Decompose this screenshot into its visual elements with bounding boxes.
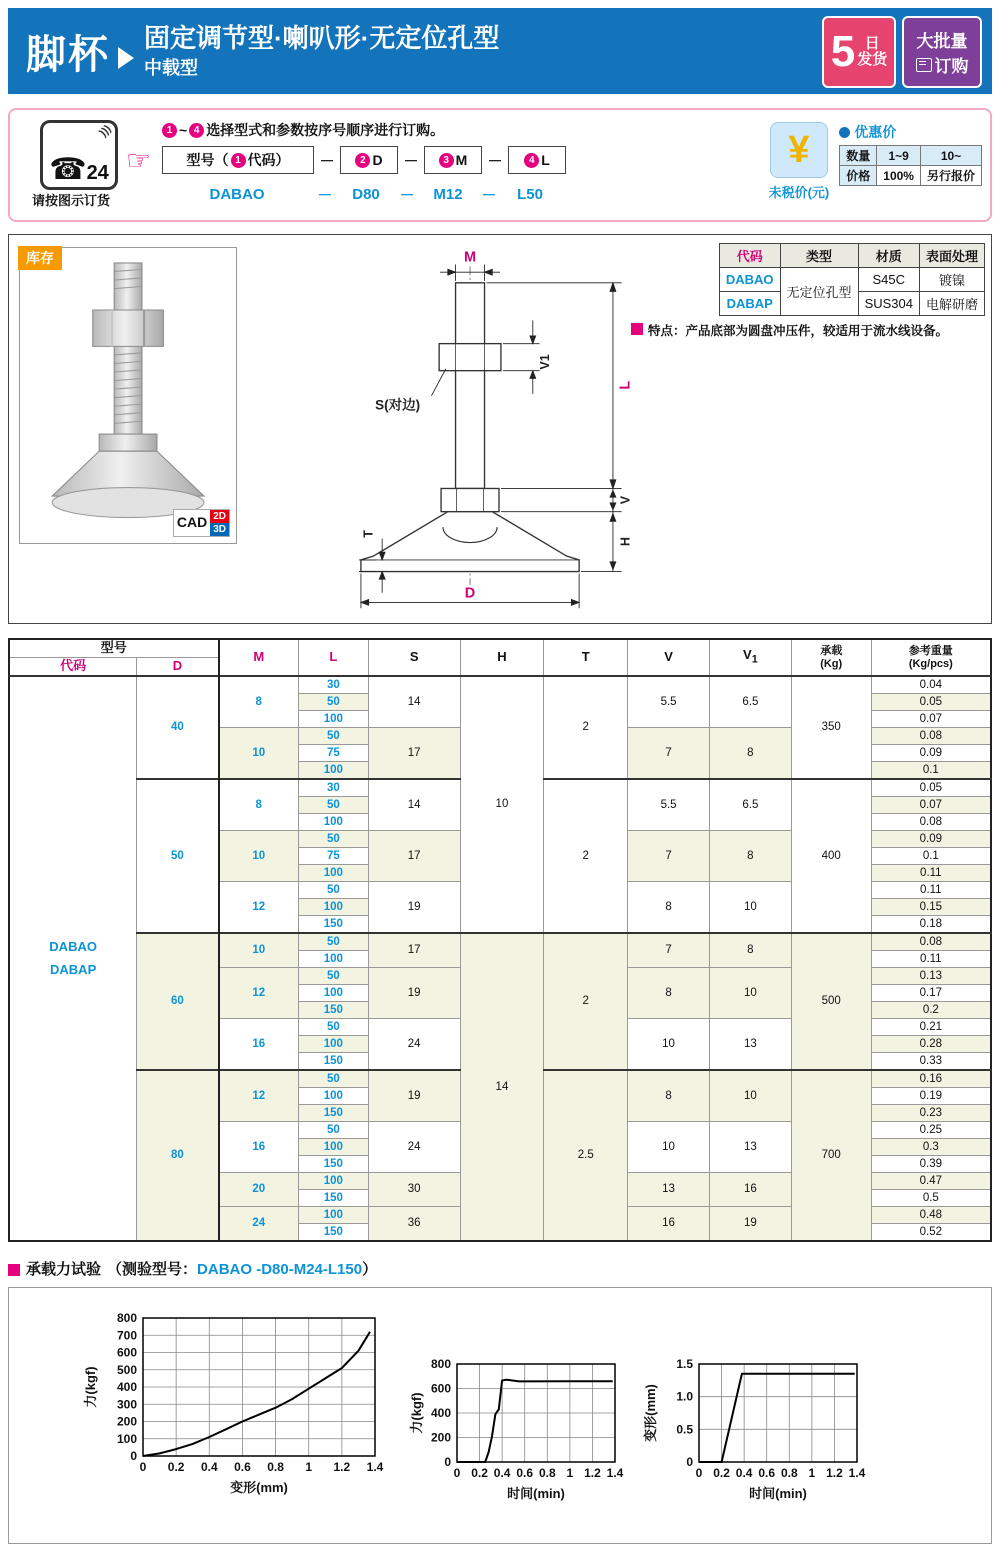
svg-text:700: 700 xyxy=(116,1328,137,1343)
l-value: 50 xyxy=(298,831,368,848)
s-value: 36 xyxy=(368,1207,460,1242)
yen-icon: ¥ xyxy=(770,122,828,178)
s-value: 24 xyxy=(368,1122,460,1173)
signal-icon: ))) xyxy=(97,122,114,140)
spec-code-dabap: DABAP xyxy=(719,292,780,316)
ship-days-label: 发货 xyxy=(857,51,888,68)
s-value: 17 xyxy=(368,728,460,780)
t-value: 2 xyxy=(544,779,628,933)
main-data-table xyxy=(8,638,992,1242)
v-value: 7 xyxy=(628,831,710,882)
feature-note-text: 特点：产品底部为圆盘冲压件，较适用于流水线设备。 xyxy=(648,324,949,338)
header-m: M xyxy=(219,639,299,676)
dash-separator: － xyxy=(403,152,419,170)
load-test-chart xyxy=(641,1350,879,1508)
phone-24-label: 24 xyxy=(86,162,109,184)
svg-text:变形(mm): 变形(mm) xyxy=(230,1480,288,1495)
l-value: 100 xyxy=(298,865,368,882)
svg-text:600: 600 xyxy=(116,1345,137,1360)
m-value: 24 xyxy=(219,1207,299,1242)
svg-text:0.5: 0.5 xyxy=(676,1422,693,1437)
price-table-row xyxy=(840,146,982,166)
technical-drawing xyxy=(339,249,659,614)
price-table-cell: 另行报价 xyxy=(920,166,981,186)
svg-text:0: 0 xyxy=(695,1466,703,1480)
format-box: 型号（ 1 代码） xyxy=(162,146,314,174)
m-value: 10 xyxy=(219,831,299,882)
dim-label-m: M xyxy=(464,249,477,266)
load-test-title-row xyxy=(8,1258,992,1279)
svg-text:0.4: 0.4 xyxy=(200,1460,218,1474)
svg-text:0.8: 0.8 xyxy=(780,1466,798,1480)
svg-text:400: 400 xyxy=(430,1406,451,1420)
format-box: 2 D xyxy=(340,146,398,174)
bulk-order-line2: 订购 xyxy=(934,57,969,76)
table-row xyxy=(9,933,991,951)
telephone-icon: ☎ xyxy=(49,153,87,186)
header-l: L xyxy=(298,639,368,676)
l-value: 150 xyxy=(298,1224,368,1242)
svg-text:1: 1 xyxy=(808,1466,816,1480)
v-value: 5.5 xyxy=(628,779,710,831)
l-value: 100 xyxy=(298,1139,368,1156)
ship-days-badge xyxy=(822,16,896,88)
load-test-title: 承载力试验 xyxy=(26,1261,102,1278)
v-value: 5.5 xyxy=(628,676,710,728)
header-s: S xyxy=(368,639,460,676)
v1-value: 6.5 xyxy=(709,676,791,728)
weight-value: 0.05 xyxy=(871,694,991,711)
weight-value: 0.2 xyxy=(871,1002,991,1019)
l-value: 50 xyxy=(298,1019,368,1036)
header-t: T xyxy=(544,639,628,676)
l-value: 50 xyxy=(298,933,368,951)
dim-label-v: V xyxy=(618,495,633,505)
product-photo-frame xyxy=(19,247,237,544)
svg-text:0.2: 0.2 xyxy=(471,1466,488,1480)
format-box: 3 M xyxy=(424,146,482,174)
v1-value: 8 xyxy=(709,728,791,780)
m-value: 16 xyxy=(219,1019,299,1071)
price-table-cell: 数量 xyxy=(840,146,877,166)
svg-text:0.8: 0.8 xyxy=(267,1460,284,1474)
spec-material-s45c: S45C xyxy=(858,268,919,292)
h-value: 10 xyxy=(460,676,544,933)
bullet-square-icon xyxy=(631,323,643,335)
dim-label-h: H xyxy=(618,537,633,547)
svg-text:1.2: 1.2 xyxy=(584,1466,601,1480)
m-value: 10 xyxy=(219,728,299,780)
product-photo xyxy=(20,248,234,541)
weight-value: 0.23 xyxy=(871,1105,991,1122)
spec-material-sus304: SUS304 xyxy=(858,292,919,316)
load-value: 350 xyxy=(791,676,871,779)
s-value: 14 xyxy=(368,676,460,728)
svg-text:0.4: 0.4 xyxy=(493,1466,511,1480)
ordering-instruction: 1 ~ 4 选择型式和参数按序号顺序进行订购。 xyxy=(162,120,444,140)
d-value: 40 xyxy=(137,676,219,779)
v-value: 7 xyxy=(628,933,710,968)
example-part-number-segment: D80 xyxy=(352,186,380,203)
dim-label-s: S(对边) xyxy=(375,397,421,413)
order-by-diagram-label: 请按图示订货 xyxy=(32,193,111,208)
svg-text:0: 0 xyxy=(444,1455,451,1469)
weight-value: 0.18 xyxy=(871,916,991,934)
load-test-chart xyxy=(407,1350,633,1508)
weight-value: 0.33 xyxy=(871,1053,991,1071)
weight-value: 0.48 xyxy=(871,1207,991,1224)
v1-value: 10 xyxy=(709,882,791,934)
spec-row xyxy=(719,268,984,292)
svg-text:时间(min): 时间(min) xyxy=(749,1486,807,1501)
s-value: 24 xyxy=(368,1019,460,1071)
weight-value: 0.11 xyxy=(871,882,991,899)
spec-header-type: 类型 xyxy=(780,244,858,268)
part-number-example-row xyxy=(162,184,558,205)
m-value: 8 xyxy=(219,779,299,831)
dash-separator: － xyxy=(487,152,503,170)
page-subtitle: 中载型 xyxy=(144,58,198,79)
spec-header-code: 代码 xyxy=(719,244,780,268)
svg-text:0: 0 xyxy=(139,1460,147,1474)
weight-value: 0.11 xyxy=(871,865,991,882)
weight-value: 0.28 xyxy=(871,1036,991,1053)
weight-value: 0.52 xyxy=(871,1224,991,1242)
t-value: 2 xyxy=(544,676,628,779)
circled-number: 1 xyxy=(162,123,177,138)
spec-code-dabao: DABAO xyxy=(719,268,780,292)
svg-text:0.8: 0.8 xyxy=(538,1466,556,1480)
header-code: 代码 xyxy=(9,658,137,677)
svg-text:1.2: 1.2 xyxy=(333,1460,351,1474)
load-test-model: DABAO -D80-M24-L150 xyxy=(197,1261,363,1278)
v-value: 10 xyxy=(628,1019,710,1071)
l-value: 100 xyxy=(298,711,368,728)
spec-type-value: 无定位孔型 xyxy=(780,268,858,316)
weight-value: 0.08 xyxy=(871,814,991,831)
circled-number: 2 xyxy=(355,153,370,168)
discount-price-title xyxy=(839,122,982,142)
ship-days-number: 5 xyxy=(830,27,856,77)
header-model: 型号 xyxy=(9,639,219,658)
l-value: 150 xyxy=(298,1105,368,1122)
svg-text:1: 1 xyxy=(305,1460,313,1474)
stock-badge: 库存 xyxy=(18,246,62,270)
bulk-order-badge xyxy=(902,16,982,88)
l-value: 150 xyxy=(298,1190,368,1207)
code-cell: DABAO DABAP xyxy=(9,676,137,1241)
example-part-number-segment: DABAO xyxy=(209,186,265,203)
l-value: 150 xyxy=(298,1002,368,1019)
l-value: 100 xyxy=(298,1173,368,1190)
phone-24-icon xyxy=(40,120,118,190)
weight-value: 0.39 xyxy=(871,1156,991,1173)
order-list-icon xyxy=(916,58,932,72)
header-d: D xyxy=(137,658,219,677)
cad-badge[interactable] xyxy=(173,509,230,537)
quantity-price-table xyxy=(839,145,982,186)
svg-text:力(kgf): 力(kgf) xyxy=(409,1392,424,1434)
l-value: 50 xyxy=(298,797,368,814)
arrow-right-icon xyxy=(118,47,134,69)
header-v: V xyxy=(628,639,710,676)
l-value: 100 xyxy=(298,951,368,968)
v-value: 8 xyxy=(628,1070,710,1122)
page-title: 固定调节型·喇叭形·无定位孔型 xyxy=(144,22,500,53)
d-value: 80 xyxy=(137,1070,219,1241)
weight-value: 0.19 xyxy=(871,1088,991,1105)
t-value: 2 xyxy=(544,933,628,1070)
circled-number: 3 xyxy=(439,153,454,168)
m-value: 10 xyxy=(219,933,299,968)
header-v1: $V_1$ xyxy=(709,639,791,676)
weight-value: 0.3 xyxy=(871,1139,991,1156)
product-category-title: 脚杯 xyxy=(26,32,110,77)
l-value: 100 xyxy=(298,814,368,831)
l-value: 100 xyxy=(298,1088,368,1105)
l-value: 50 xyxy=(298,1070,368,1088)
t-value: 2.5 xyxy=(544,1070,628,1241)
spec-surface-nickel: 镀镍 xyxy=(919,268,984,292)
l-value: 30 xyxy=(298,676,368,694)
v1-value: 6.5 xyxy=(709,779,791,831)
weight-value: 0.21 xyxy=(871,1019,991,1036)
v1-value: 8 xyxy=(709,933,791,968)
dim-label-l: L xyxy=(617,380,634,390)
l-value: 30 xyxy=(298,779,368,797)
circled-number: 1 xyxy=(231,153,246,168)
weight-value: 0.16 xyxy=(871,1070,991,1088)
weight-value: 0.1 xyxy=(871,762,991,780)
svg-text:800: 800 xyxy=(430,1357,451,1371)
bulk-order-line1: 大批量 xyxy=(916,32,968,51)
s-value: 14 xyxy=(368,779,460,831)
v-value: 8 xyxy=(628,882,710,934)
m-value: 12 xyxy=(219,1070,299,1122)
weight-value: 0.47 xyxy=(871,1173,991,1190)
product-section xyxy=(8,234,992,624)
example-part-number-segment: L50 xyxy=(517,186,543,203)
v1-value: 16 xyxy=(709,1173,791,1207)
dash-separator: － xyxy=(399,187,415,204)
svg-text:0: 0 xyxy=(686,1455,693,1469)
d-value: 50 xyxy=(137,779,219,933)
svg-text:1.4: 1.4 xyxy=(606,1466,624,1480)
weight-value: 0.11 xyxy=(871,951,991,968)
v1-value: 19 xyxy=(709,1207,791,1242)
header-h: H xyxy=(460,639,544,676)
ordering-section xyxy=(8,108,992,222)
spec-header-surface: 表面处理 xyxy=(919,244,984,268)
svg-text:0.2: 0.2 xyxy=(713,1466,730,1480)
header-badges xyxy=(822,16,982,88)
svg-text:1.4: 1.4 xyxy=(366,1460,384,1474)
l-value: 100 xyxy=(298,762,368,780)
svg-text:200: 200 xyxy=(430,1430,451,1445)
svg-text:0.6: 0.6 xyxy=(516,1466,534,1480)
header-load: 承载 (Kg) xyxy=(791,639,871,676)
svg-text:400: 400 xyxy=(116,1380,137,1394)
weight-value: 0.25 xyxy=(871,1122,991,1139)
table-row xyxy=(9,676,991,694)
m-value: 16 xyxy=(219,1122,299,1173)
svg-text:1.2: 1.2 xyxy=(826,1466,843,1480)
weight-value: 0.05 xyxy=(871,779,991,797)
svg-text:1.4: 1.4 xyxy=(848,1466,866,1480)
dot-icon xyxy=(839,127,850,138)
circled-number: 4 xyxy=(189,123,204,138)
l-value: 100 xyxy=(298,899,368,916)
weight-value: 0.09 xyxy=(871,745,991,762)
l-value: 100 xyxy=(298,1207,368,1224)
svg-text:0: 0 xyxy=(453,1466,461,1480)
weight-value: 0.09 xyxy=(871,831,991,848)
d-value: 60 xyxy=(137,933,219,1070)
load-test-charts-panel xyxy=(8,1287,992,1544)
s-value: 17 xyxy=(368,831,460,882)
header-titles xyxy=(144,24,499,81)
svg-text:800: 800 xyxy=(116,1311,137,1325)
svg-text:时间(min): 时间(min) xyxy=(507,1486,565,1501)
load-value: 500 xyxy=(791,933,871,1070)
svg-text:1.5: 1.5 xyxy=(676,1357,693,1371)
v-value: 16 xyxy=(628,1207,710,1242)
v1-value: 10 xyxy=(709,968,791,1019)
weight-value: 0.08 xyxy=(871,933,991,951)
weight-value: 0.1 xyxy=(871,848,991,865)
v-value: 13 xyxy=(628,1173,710,1207)
price-table-cell: 10~ xyxy=(920,146,981,166)
svg-text:0: 0 xyxy=(130,1449,137,1463)
l-value: 100 xyxy=(298,1036,368,1053)
price-table-cell: 价格 xyxy=(840,166,877,186)
dash-separator: － xyxy=(481,187,497,204)
dash-separator: － xyxy=(317,187,333,204)
l-value: 75 xyxy=(298,745,368,762)
svg-text:1.0: 1.0 xyxy=(676,1389,693,1404)
svg-text:0.4: 0.4 xyxy=(735,1466,753,1480)
weight-value: 0.17 xyxy=(871,985,991,1002)
m-value: 20 xyxy=(219,1173,299,1207)
m-value: 12 xyxy=(219,968,299,1019)
v1-value: 10 xyxy=(709,1070,791,1122)
svg-text:300: 300 xyxy=(116,1397,137,1412)
load-test-chart xyxy=(81,1304,399,1500)
svg-text:100: 100 xyxy=(116,1431,137,1446)
dash-separator: － xyxy=(319,152,335,170)
part-number-format-row xyxy=(162,146,566,174)
weight-value: 0.07 xyxy=(871,711,991,728)
feature-note xyxy=(631,321,991,339)
header-weight: 参考重量 (Kg/pcs) xyxy=(871,639,991,676)
l-value: 150 xyxy=(298,1053,368,1071)
l-value: 75 xyxy=(298,848,368,865)
pointing-finger-icon: ☞ xyxy=(126,145,152,176)
dim-label-v1: V1 xyxy=(538,354,553,370)
l-value: 50 xyxy=(298,882,368,899)
l-value: 150 xyxy=(298,916,368,934)
example-part-number-segment: M12 xyxy=(433,186,463,203)
weight-value: 0.04 xyxy=(871,676,991,694)
weight-value: 0.5 xyxy=(871,1190,991,1207)
price-table-cell: 100% xyxy=(877,166,921,186)
price-info xyxy=(769,122,982,201)
s-value: 19 xyxy=(368,1070,460,1122)
price-table-row xyxy=(840,166,982,186)
v1-value: 13 xyxy=(709,1019,791,1071)
bullet-square-icon xyxy=(8,1264,20,1276)
cad-label: CAD xyxy=(176,514,208,530)
format-box: 4 L xyxy=(508,146,566,174)
l-value: 50 xyxy=(298,694,368,711)
svg-text:1: 1 xyxy=(566,1466,574,1480)
s-value: 19 xyxy=(368,882,460,934)
l-value: 150 xyxy=(298,1156,368,1173)
svg-text:200: 200 xyxy=(116,1414,137,1429)
l-value: 100 xyxy=(298,985,368,1002)
spec-table xyxy=(719,243,985,316)
svg-text:500: 500 xyxy=(116,1362,137,1377)
weight-value: 0.13 xyxy=(871,968,991,985)
s-value: 17 xyxy=(368,933,460,968)
svg-text:0.6: 0.6 xyxy=(234,1460,251,1474)
h-value: 14 xyxy=(460,933,544,1241)
l-value: 50 xyxy=(298,968,368,985)
v1-value: 8 xyxy=(709,831,791,882)
m-value: 8 xyxy=(219,676,299,728)
ship-days-day: 日 xyxy=(864,34,880,52)
header-bar xyxy=(8,8,992,94)
discount-price-text: 优惠价 xyxy=(854,124,897,140)
v-value: 8 xyxy=(628,968,710,1019)
price-table-cell: 1~9 xyxy=(877,146,921,166)
dim-label-t: T xyxy=(361,530,376,538)
svg-text:0.2: 0.2 xyxy=(167,1460,185,1474)
v-value: 7 xyxy=(628,728,710,780)
v1-value: 13 xyxy=(709,1122,791,1173)
untaxed-price-label: 未税价(元) xyxy=(768,185,830,200)
load-test-model-wrap: （测验型号：DABAO -D80-M24-L150） xyxy=(107,1261,378,1278)
spec-header-material: 材质 xyxy=(858,244,919,268)
load-value: 700 xyxy=(791,1070,871,1241)
cad-3d-badge[interactable]: 3D xyxy=(210,523,229,536)
l-value: 50 xyxy=(298,728,368,745)
weight-value: 0.07 xyxy=(871,797,991,814)
cad-2d-badge[interactable]: 2D xyxy=(210,510,229,523)
svg-text:力(kgf): 力(kgf) xyxy=(83,1366,98,1408)
s-value: 30 xyxy=(368,1173,460,1207)
circled-number: 4 xyxy=(524,153,539,168)
v-value: 10 xyxy=(628,1122,710,1173)
m-value: 12 xyxy=(219,882,299,934)
spec-surface-polish: 电解研磨 xyxy=(919,292,984,316)
load-value: 400 xyxy=(791,779,871,933)
weight-value: 0.15 xyxy=(871,899,991,916)
svg-text:600: 600 xyxy=(430,1381,451,1396)
s-value: 19 xyxy=(368,968,460,1019)
svg-text:0.6: 0.6 xyxy=(758,1466,776,1480)
l-value: 50 xyxy=(298,1122,368,1139)
weight-value: 0.08 xyxy=(871,728,991,745)
dim-label-d: D xyxy=(464,585,476,602)
svg-text:变形(mm): 变形(mm) xyxy=(643,1384,658,1442)
